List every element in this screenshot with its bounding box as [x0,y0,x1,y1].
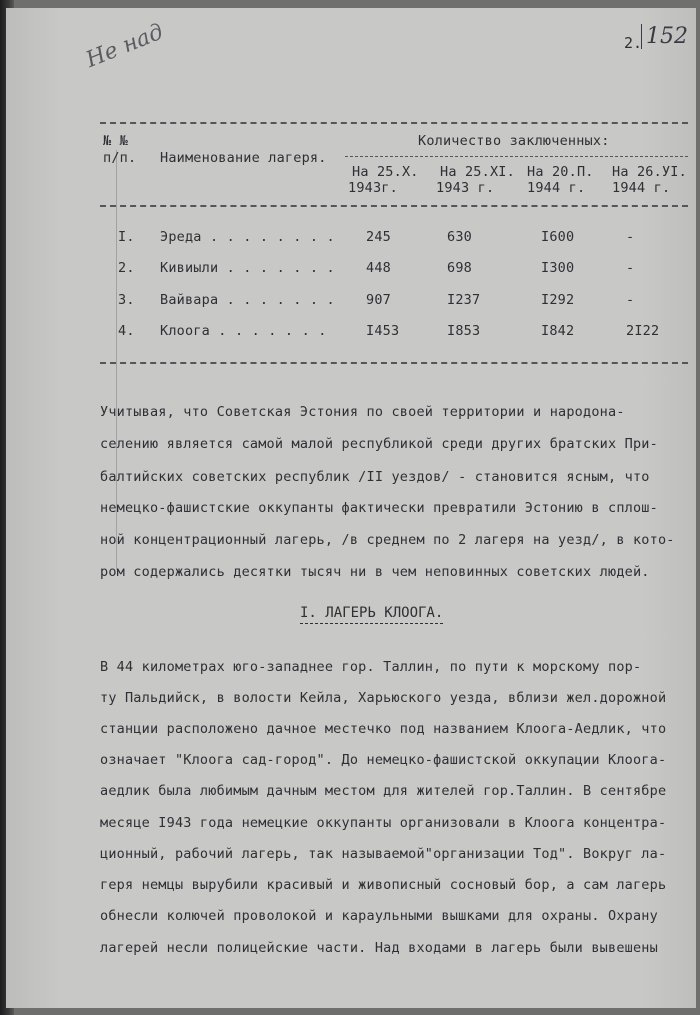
count-cell: 907 [366,292,391,308]
table-header-rule [100,205,688,207]
count-cell: I853 [447,323,481,339]
camp-name: Вайвара . . . . . . . [160,292,335,308]
col-name-header: Наименование лагеря. [160,150,327,166]
table-top-rule [100,122,688,124]
camp-name: Кивиыли . . . . . . . [160,260,335,276]
text-line: ром содержались десятки тысяч ни в чем неповинных советских людей. [100,564,650,580]
count-cell: I300 [541,260,575,276]
text-line: Учитывая, что Советская Эстония по своей территории и народона- [100,404,625,420]
row-number: 3. [118,292,135,308]
table-bottom-rule [100,362,688,364]
count-cell: 448 [366,260,391,276]
date-header: На 20.П. [527,164,594,180]
text-line: месяце I943 года немецкие оккупанты организовали в Клоога концентра- [100,815,667,831]
text-line: лагерей несли полицейские части. Над входами в лагерь были вывешены [100,940,658,956]
prisoners-count-header: Количество заключенных: [418,133,610,149]
text-line: аедлик была любимым дачным местом для жителей гор.Таллин. В сентябре [100,783,667,799]
col-num-header-sub: п/п. [103,150,137,166]
date-header-year: 1944 г. [612,180,671,196]
camp-name: Эреда . . . . . . . . [160,229,335,245]
row-number: 4. [118,323,135,339]
text-line: означает "Клоога сад-город". До немецко-фашистской оккупации Клоога- [100,752,667,768]
date-header: На 25.XI. [440,164,515,180]
group-header-rule [345,156,688,157]
count-cell: I292 [541,292,575,308]
row-number: 2. [118,260,135,276]
text-line: обнесли колючей проволокой и караульными вышками для охраны. Охрану [100,908,658,924]
date-header-year: 1943 г. [436,180,495,196]
count-cell: I453 [366,323,400,339]
date-header-year: 1944 г. [527,180,586,196]
text-line: геря немцы вырубили красивый и живописный сосновый бор, а сам лагерь [100,877,667,893]
count-cell: - [626,292,635,308]
archive-number: 152 [641,24,688,49]
count-cell: - [626,260,635,276]
count-cell: - [626,229,635,245]
row-number: I. [118,229,135,245]
text-line: ту Пальдийск, в волости Кейла, Харьюского уезда, вблизи жел.дорожной [100,690,667,706]
handwritten-note: Не над [82,19,167,73]
count-cell: 698 [447,260,472,276]
date-header-year: 1943г. [348,180,398,196]
count-cell: 2I22 [626,323,660,339]
text-line: балтийских советских республик /II уездов/ - становится ясным, что [100,469,650,485]
section-heading: I. ЛАГЕРЬ КЛООГА. [300,605,443,624]
text-line: ционный, рабочий лагерь, так называемой"организации Тод". Вокруг ла- [100,846,667,862]
count-cell: I237 [447,292,481,308]
count-cell: 630 [447,229,472,245]
count-cell: I842 [541,323,575,339]
col-num-header: № № [103,133,128,149]
text-line: В 44 километрах юго-западнее гор. Таллин, по пути к морскому пор- [100,659,642,675]
text-line: ной концентрационный лагерь, /в среднем по 2 лагеря на уезд/, в кото- [100,532,675,548]
date-header: На 25.Х. [352,164,419,180]
text-line: станции расположено дачное местечко под названием Клоога-Аедлик, что [100,721,667,737]
count-cell: 245 [366,229,391,245]
camp-name: Клоога . . . . . . . [160,323,327,339]
text-line: селению является самой малой республикой среди других братских При- [100,436,658,452]
text-line: немецко-фашистские оккупанты фактически превратили Эстонию в сплош- [100,500,658,516]
count-cell: I600 [541,229,575,245]
page-number: 2. [624,34,643,52]
date-header: На 26.УI. [612,164,687,180]
